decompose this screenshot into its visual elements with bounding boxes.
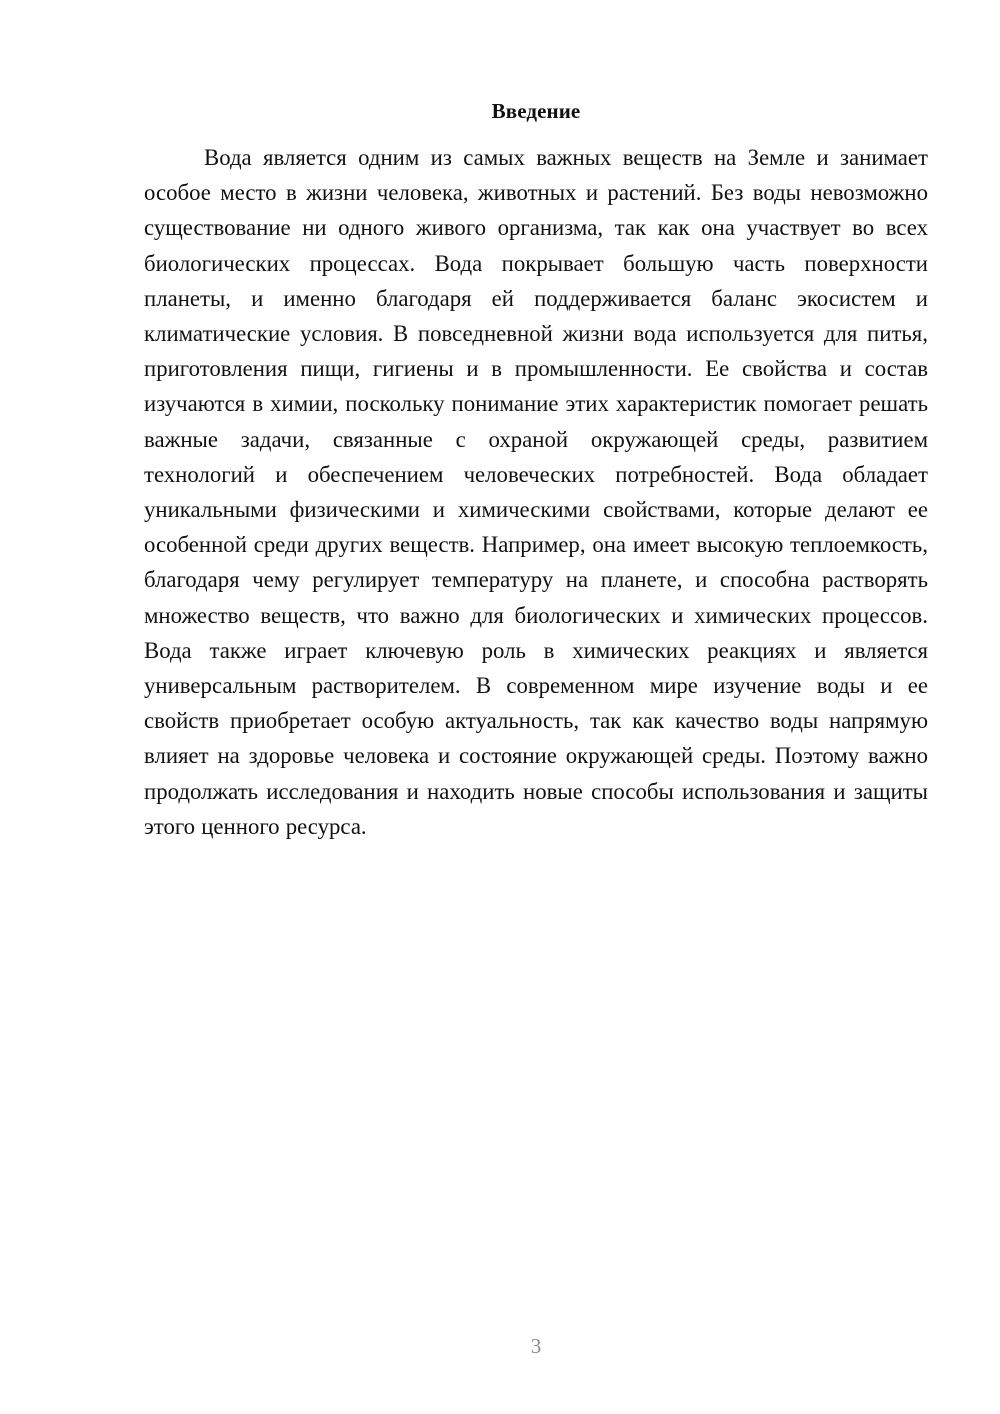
body-paragraph: Вода является одним из самых важных веществ на Земле и занимает особое место в жизни человека, животных и растений. Без воды невозможно существование ни одного живого организма, так как она участвует во всех биологических процессах. Вода покрывает большую часть поверхности планеты, и именно благодаря ей поддерживается баланс экосистем и климатические условия. В повседневной жизни вода используется для питья, приготовления пищи, гигиены и в промышленности. Ее свойства и состав изучаются в химии, поскольку понимание этих характеристик помогает решать важные задачи, связанные с охраной окружающей среды, развитием технологий и обеспечением человеческих потребностей. Вода обладает уникальными физическими и химическими свойствами, которые делают ее особенной среди других веществ. Например, она имеет высокую теплоемкость, благодаря чему регулирует температуру на планете, и способна растворять множество веществ, что важно для биологических и химических процессов. Вода также играет ключевую роль в химических реакциях и является универсальным растворителем. В современном мире изучение воды и ее свойств приобретает особую актуальность, так как качество воды напрямую влияет на здоровье человека и состояние окружающей среды. Поэтому важно продолжать исследования и находить новые способы использования и защиты этого ценного ресурса. [144, 145, 928, 839]
section-heading: Введение [491, 99, 581, 123]
page-number: 3 [530, 1334, 542, 1358]
